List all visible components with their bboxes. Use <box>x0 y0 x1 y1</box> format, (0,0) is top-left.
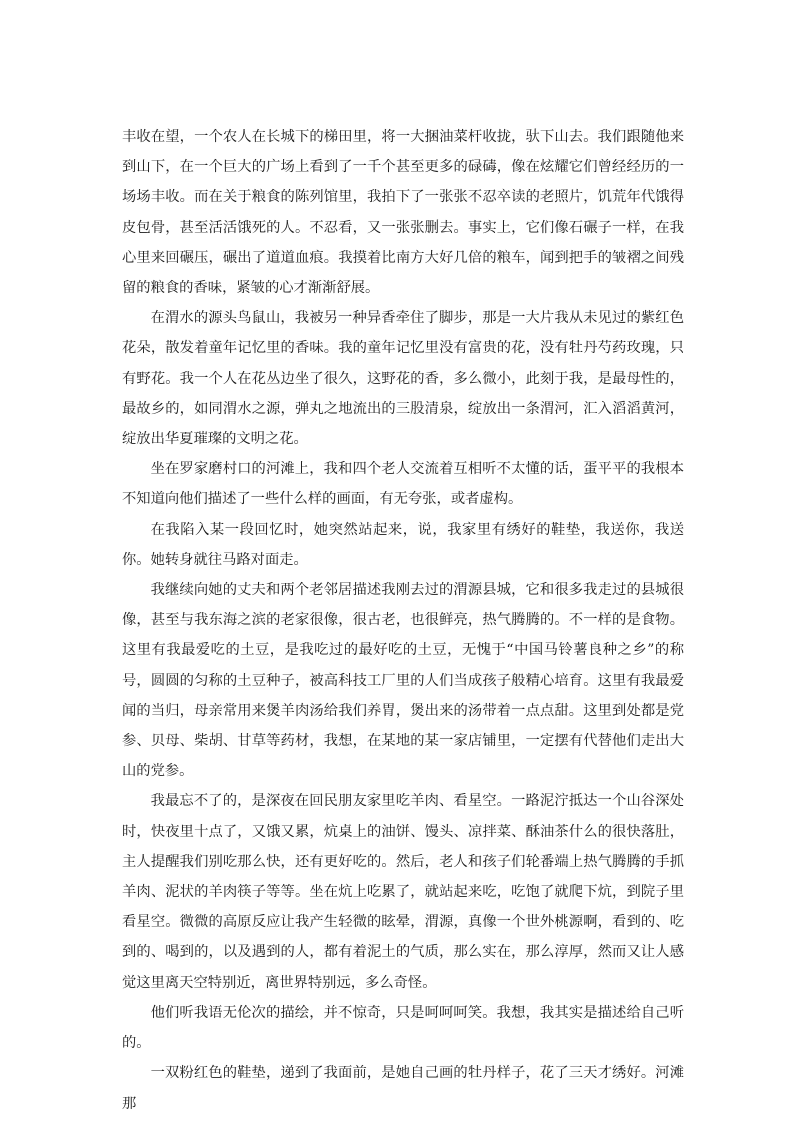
paragraph-pink-insoles: 一双粉红色的鞋垫，递到了我面前，是她自己画的牡丹样子，花了三天才绣好。河滩那 <box>122 1065 684 1112</box>
paragraph-laughter: 他们听我语无伦次的描绘，并不惊奇，只是呵呵呵笑。我想，我其实是描述给自己听的。 <box>122 1004 684 1052</box>
paragraph-county-town: 我继续向她的丈夫和两个老邻居描述我刚去过的渭源县城，它和很多我走过的县城很像，甚至与我东海之滨的老家很像，很古老，也很鲜亮，热气腾腾的。不一样的是食物。这里有我最爱吃的土豆，是我吃过的最好吃的土豆，无愧于“中国马铃薯良种之乡”的称号，圆圆的匀称的土豆种子，被高科技工厂里的人们当成孩子般精心培育。这里有我最爱闻的当归，母亲常用来煲羊肉汤给我们养胃，煲出来的汤带着一点点甜。这里到处都是党参、贝母、柴胡、甘草等药材，我想，在某地的某一家店铺里，一定摆有代替他们走出大山的党参。 <box>122 582 684 780</box>
article-body <box>122 122 684 1119</box>
paragraph-riverbank: 坐在罗家磨村口的河滩上，我和四个老人交流着互相听不太懂的话，蛋平平的我根本不知道向他们描述了一些什么样的画面，有无夸张，或者虚构。 <box>122 461 684 508</box>
paragraph-insoles-offer: 在我陷入某一段回忆时，她突然站起来，说，我家里有绣好的鞋垫，我送你，我送你。她转身就往马路对面走。 <box>122 521 684 568</box>
paragraph-night-mutton: 我最忘不了的，是深夜在回民朋友家里吃羊肉、看星空。一路泥泞抵达一个山谷深处时，快夜里十点了，又饿又累，炕桌上的油饼、馒头、凉拌菜、酥油茶什么的很快落肚，主人提醒我们别吃那么快，还有更好吃的。然后，老人和孩子们轮番端上热气腾腾的手抓羊肉、泥状的羊肉筷子等等。坐在炕上吃累了，就站起来吃，吃饱了就爬下炕，到院子里看星空。微微的高原反应让我产生轻微的眩晕，渭源，真像一个世外桃源啊，看到的、吃到的、喝到的，以及遇到的人，都有着泥土的气质，那么实在，那么淳厚，然而又让人感觉这里离天空特别近，离世界特别远，多么奇怪。 <box>122 793 684 991</box>
paragraph-wildflowers: 在渭水的源头鸟鼠山，我被另一种异香牵住了脚步，那是一大片我从未见过的紫红色花朵，散发着童年记忆里的香味。我的童年记忆里没有富贵的花，没有牡丹芍药玫瑰，只有野花。我一个人在花丛边坐了很久，这野花的香，多么微小，此刻于我，是最母性的，最故乡的，如同渭水之源，弹丸之地流出的三股清泉，绽放出一条渭河，汇入滔滔黄河，绽放出华夏璀璨的文明之花。 <box>122 310 684 448</box>
paragraph-harvest: 丰收在望，一个农人在长城下的梯田里，将一大捆油菜杆收拢，驮下山去。我们跟随他来到山下，在一个巨大的广场上看到了一千个甚至更多的碌碡，像在炫耀它们曾经经历的一场场丰收。而在关于粮食的陈列馆里，我拍下了一张张不忍卒读的老照片，饥荒年代饿得皮包骨，甚至活活饿死的人。不忍看，又一张张删去。事实上，它们像石碾子一样，在我心里来回碾压，碾出了道道血痕。我摸着比南方大好几倍的粮车，闻到把手的皱褶之间残留的粮食的香味，紧皱的心才渐渐舒展。 <box>122 129 684 297</box>
